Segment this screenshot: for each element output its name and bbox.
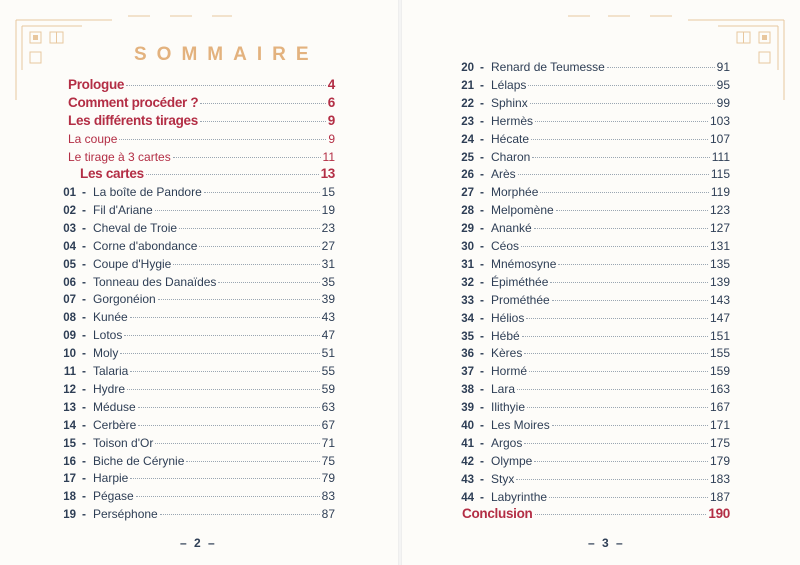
separator-dash: - bbox=[480, 292, 484, 307]
card-page-number: 163 bbox=[709, 382, 730, 397]
card-page-number: 39 bbox=[321, 292, 335, 307]
toc-card-entry bbox=[450, 78, 730, 92]
card-number: 38 bbox=[461, 384, 474, 397]
card-number: 34 bbox=[461, 312, 474, 325]
card-number: 31 bbox=[461, 258, 474, 271]
card-page-number: 75 bbox=[321, 453, 335, 468]
dot-leader bbox=[173, 157, 321, 158]
dot-leader bbox=[158, 299, 320, 300]
dot-leader bbox=[529, 371, 708, 372]
separator-dash: - bbox=[480, 328, 484, 343]
card-name: Lélaps bbox=[491, 77, 527, 92]
card-number: 27 bbox=[461, 187, 474, 200]
separator-dash: - bbox=[82, 453, 86, 468]
section-page-number: 9 bbox=[328, 132, 335, 146]
dot-leader bbox=[124, 335, 319, 336]
toc-card-entry bbox=[450, 364, 730, 378]
separator-dash: - bbox=[480, 346, 484, 361]
toc-card-entry bbox=[450, 311, 730, 325]
card-page-number: 179 bbox=[709, 453, 730, 468]
dot-leader bbox=[138, 425, 319, 426]
card-number: 04 bbox=[63, 240, 76, 253]
card-page-number: 67 bbox=[321, 417, 335, 432]
separator-dash: - bbox=[480, 221, 484, 236]
card-name: Sphinx bbox=[491, 95, 528, 110]
toc-card-entry bbox=[52, 292, 335, 306]
card-page-number: 107 bbox=[709, 131, 730, 146]
card-name: Cerbère bbox=[93, 417, 137, 432]
separator-dash: - bbox=[480, 95, 484, 110]
separator-dash: - bbox=[480, 274, 484, 289]
section-page-number: 190 bbox=[708, 506, 730, 521]
toc-card-entry bbox=[52, 471, 335, 485]
card-number: 21 bbox=[461, 79, 474, 92]
toc-card-entry bbox=[450, 132, 730, 146]
card-name: Moly bbox=[93, 346, 119, 361]
toc-section-entry bbox=[68, 77, 335, 92]
card-name: Gorgonéion bbox=[93, 292, 156, 307]
toc-section-entry bbox=[68, 113, 335, 128]
separator-dash: - bbox=[480, 400, 484, 415]
card-name: Hébé bbox=[491, 328, 520, 343]
card-page-number: 155 bbox=[709, 346, 730, 361]
section-title: Comment procéder ? bbox=[68, 95, 199, 110]
card-name: Harpie bbox=[93, 471, 129, 486]
card-name: Biche de Cérynie bbox=[93, 453, 185, 468]
card-number: 18 bbox=[63, 491, 76, 504]
separator-dash: - bbox=[82, 417, 86, 432]
toc-card-entry bbox=[450, 203, 730, 217]
card-name: Les Moires bbox=[491, 418, 550, 432]
toc-card-entry bbox=[450, 472, 730, 486]
card-number: 32 bbox=[461, 276, 474, 289]
dot-leader bbox=[535, 514, 707, 515]
dot-leader bbox=[138, 407, 320, 408]
separator-dash: - bbox=[480, 435, 484, 450]
separator-dash: - bbox=[82, 471, 86, 486]
section-page-number: 6 bbox=[327, 95, 335, 110]
card-name: Labyrinthe bbox=[491, 489, 548, 504]
separator-dash: - bbox=[82, 381, 86, 396]
card-page-number: 167 bbox=[709, 400, 730, 415]
toc-card-entry bbox=[450, 436, 730, 450]
card-name: Hormé bbox=[491, 364, 528, 379]
dot-leader bbox=[552, 300, 708, 301]
card-number: 19 bbox=[63, 509, 76, 522]
dot-leader bbox=[521, 246, 708, 247]
toc-card-entry bbox=[52, 185, 335, 199]
card-name: Kères bbox=[491, 346, 523, 361]
toc-section-entry bbox=[80, 166, 335, 181]
card-name: Ilithyie bbox=[491, 400, 526, 415]
card-number: 30 bbox=[461, 241, 474, 253]
dot-leader bbox=[531, 139, 708, 140]
card-name: Argos bbox=[491, 435, 523, 450]
card-name: Toison d'Or bbox=[93, 435, 154, 450]
section-page-number: 9 bbox=[327, 113, 335, 128]
card-number: 15 bbox=[63, 437, 76, 450]
separator-dash: - bbox=[82, 185, 86, 199]
toc-card-entry bbox=[52, 382, 335, 396]
card-page-number: 183 bbox=[709, 471, 730, 486]
dot-leader bbox=[607, 67, 715, 68]
toc-card-entry bbox=[52, 257, 335, 271]
dot-leader bbox=[549, 497, 708, 498]
separator-dash: - bbox=[82, 202, 86, 217]
separator-dash: - bbox=[82, 489, 86, 504]
dot-leader bbox=[173, 264, 319, 265]
card-name: Renard de Teumesse bbox=[491, 60, 605, 74]
card-number: 25 bbox=[461, 151, 474, 164]
separator-dash: - bbox=[480, 239, 484, 253]
card-name: Talaria bbox=[93, 364, 129, 378]
card-page-number: 175 bbox=[709, 435, 730, 450]
card-page-number: 43 bbox=[321, 310, 335, 325]
toc-card-entry bbox=[52, 275, 335, 289]
toc-card-entry bbox=[52, 346, 335, 360]
dot-leader bbox=[526, 318, 708, 319]
toc-card-entry bbox=[450, 490, 730, 504]
card-page-number: 103 bbox=[709, 113, 730, 128]
toc-card-entry bbox=[52, 489, 335, 503]
toc-card-entry bbox=[52, 454, 335, 468]
toc-card-entry bbox=[450, 400, 730, 414]
toc-section-entry bbox=[68, 95, 335, 110]
separator-dash: - bbox=[82, 364, 86, 378]
card-number: 41 bbox=[461, 437, 474, 450]
card-name: La boîte de Pandore bbox=[93, 185, 202, 199]
card-number: 08 bbox=[63, 312, 76, 325]
card-name: Arès bbox=[491, 167, 516, 182]
card-name: Ananké bbox=[491, 221, 532, 236]
card-page-number: 143 bbox=[709, 292, 730, 307]
toc-card-entry bbox=[450, 167, 730, 181]
toc-card-entry bbox=[52, 221, 335, 235]
toc-section-entry bbox=[68, 150, 335, 164]
card-page-number: 23 bbox=[321, 220, 335, 235]
dot-leader bbox=[130, 371, 319, 372]
dot-leader bbox=[534, 461, 708, 462]
card-page-number: 35 bbox=[321, 274, 335, 289]
card-page-number: 83 bbox=[321, 489, 335, 504]
toc-card-entry bbox=[52, 507, 335, 521]
toc-card-entry bbox=[52, 364, 335, 378]
separator-dash: - bbox=[480, 256, 484, 271]
card-page-number: 79 bbox=[321, 471, 335, 486]
toc-card-entry bbox=[450, 275, 730, 289]
card-name: Coupe d'Hygie bbox=[93, 256, 172, 271]
card-name: Kunée bbox=[93, 310, 128, 325]
card-name: Pégase bbox=[93, 489, 134, 504]
dot-leader bbox=[160, 514, 320, 515]
dot-leader bbox=[517, 389, 708, 390]
separator-dash: - bbox=[82, 274, 86, 289]
toc-card-entry bbox=[450, 454, 730, 468]
card-name: Épiméthée bbox=[491, 274, 549, 289]
dot-leader bbox=[524, 443, 708, 444]
section-title: Les cartes bbox=[80, 166, 144, 181]
toc-card-entry bbox=[450, 346, 730, 360]
toc-card-entry bbox=[450, 60, 730, 74]
dot-leader bbox=[146, 174, 319, 175]
card-name: Olympe bbox=[491, 453, 533, 468]
dot-leader bbox=[528, 85, 714, 86]
card-page-number: 171 bbox=[709, 418, 730, 432]
toc-title: SOMMAIRE bbox=[134, 44, 319, 65]
dot-leader bbox=[552, 425, 708, 426]
card-name: Hermès bbox=[491, 113, 534, 128]
card-number: 11 bbox=[63, 366, 76, 378]
separator-dash: - bbox=[82, 507, 86, 522]
toc-card-entry bbox=[450, 185, 730, 199]
right-page bbox=[400, 0, 800, 565]
card-number: 17 bbox=[63, 473, 76, 486]
card-number: 05 bbox=[63, 258, 76, 271]
card-name: Styx bbox=[491, 471, 515, 486]
dot-leader bbox=[186, 461, 319, 462]
toc-card-entry bbox=[52, 328, 335, 342]
toc-card-entry bbox=[52, 203, 335, 217]
separator-dash: - bbox=[480, 185, 484, 200]
toc-card-entry bbox=[450, 239, 730, 253]
card-number: 13 bbox=[63, 401, 76, 414]
separator-dash: - bbox=[82, 310, 86, 325]
card-page-number: 127 bbox=[709, 221, 730, 236]
separator-dash: - bbox=[82, 220, 86, 235]
card-page-number: 15 bbox=[321, 185, 335, 199]
card-number: 44 bbox=[461, 491, 474, 504]
toc-card-entry bbox=[52, 310, 335, 324]
card-number: 20 bbox=[461, 62, 474, 74]
card-page-number: 91 bbox=[716, 60, 730, 74]
card-page-number: 95 bbox=[716, 77, 730, 92]
dot-leader bbox=[540, 192, 708, 193]
separator-dash: - bbox=[480, 418, 484, 432]
card-name: Fil d'Ariane bbox=[93, 202, 153, 217]
card-name: Perséphone bbox=[93, 507, 158, 522]
toc-card-entry bbox=[450, 329, 730, 343]
card-number: 43 bbox=[461, 473, 474, 486]
dot-leader bbox=[126, 85, 326, 86]
card-number: 12 bbox=[63, 383, 76, 396]
dot-leader bbox=[127, 389, 320, 390]
card-number: 28 bbox=[461, 205, 474, 218]
card-number: 09 bbox=[63, 330, 76, 343]
separator-dash: - bbox=[480, 382, 484, 397]
card-page-number: 151 bbox=[709, 328, 730, 343]
separator-dash: - bbox=[480, 167, 484, 182]
section-title: Les différents tirages bbox=[68, 113, 198, 128]
card-name: Prométhée bbox=[491, 292, 550, 307]
toc-section-entry bbox=[68, 132, 335, 146]
dot-leader bbox=[204, 192, 320, 193]
card-page-number: 147 bbox=[709, 310, 730, 325]
card-page-number: 71 bbox=[321, 435, 335, 450]
dot-leader bbox=[218, 282, 319, 283]
toc-card-entry bbox=[450, 257, 730, 271]
dot-leader bbox=[534, 228, 708, 229]
toc-card-entry bbox=[450, 150, 730, 164]
toc-card-entry bbox=[52, 436, 335, 450]
separator-dash: - bbox=[82, 346, 86, 361]
dot-leader bbox=[200, 103, 325, 104]
card-page-number: 135 bbox=[709, 256, 730, 271]
card-page-number: 99 bbox=[716, 95, 730, 110]
toc-card-entry bbox=[450, 96, 730, 110]
card-page-number: 59 bbox=[321, 381, 335, 396]
section-page-number: 4 bbox=[327, 77, 335, 92]
dot-leader bbox=[179, 228, 320, 229]
card-page-number: 63 bbox=[321, 399, 335, 414]
card-number: 03 bbox=[63, 222, 76, 235]
card-page-number: 27 bbox=[321, 238, 335, 253]
dot-leader bbox=[518, 174, 709, 175]
dot-leader bbox=[200, 121, 326, 122]
toc-card-entry bbox=[450, 221, 730, 235]
card-page-number: 47 bbox=[321, 328, 335, 343]
card-page-number: 119 bbox=[710, 185, 730, 200]
card-page-number: 187 bbox=[709, 489, 730, 504]
separator-dash: - bbox=[82, 435, 86, 450]
card-number: 02 bbox=[63, 204, 76, 217]
dot-leader bbox=[199, 246, 319, 247]
section-page-number: 13 bbox=[320, 166, 335, 181]
separator-dash: - bbox=[480, 203, 484, 218]
toc-card-entry bbox=[52, 239, 335, 253]
card-number: 35 bbox=[461, 330, 474, 343]
card-number: 33 bbox=[461, 294, 474, 307]
separator-dash: - bbox=[82, 399, 86, 414]
dot-leader bbox=[522, 336, 708, 337]
card-number: 36 bbox=[461, 348, 474, 361]
card-number: 39 bbox=[461, 402, 474, 415]
dot-leader bbox=[130, 478, 319, 479]
separator-dash: - bbox=[480, 131, 484, 146]
card-page-number: 115 bbox=[710, 167, 730, 182]
card-number: 40 bbox=[461, 420, 474, 432]
card-page-number: 131 bbox=[709, 239, 730, 253]
card-number: 06 bbox=[63, 276, 76, 289]
dot-leader bbox=[120, 353, 319, 354]
card-name: Lara bbox=[491, 382, 516, 397]
card-number: 14 bbox=[63, 419, 76, 432]
dot-leader bbox=[535, 121, 708, 122]
page-number-left: – 2 – bbox=[180, 536, 217, 550]
separator-dash: - bbox=[480, 364, 484, 379]
dot-leader bbox=[155, 443, 319, 444]
dot-leader bbox=[550, 282, 708, 283]
dot-leader bbox=[527, 407, 708, 408]
dot-leader bbox=[516, 479, 708, 480]
toc-card-entry bbox=[450, 382, 730, 396]
dot-leader bbox=[558, 264, 708, 265]
separator-dash: - bbox=[480, 471, 484, 486]
toc-card-entry bbox=[450, 293, 730, 307]
dot-leader bbox=[532, 157, 709, 158]
card-page-number: 19 bbox=[321, 202, 335, 217]
card-name: Melpomène bbox=[491, 203, 554, 218]
card-number: 37 bbox=[461, 366, 474, 379]
card-page-number: 123 bbox=[709, 203, 730, 218]
card-number: 07 bbox=[63, 294, 76, 307]
card-name: Cheval de Troie bbox=[93, 220, 178, 235]
card-name: Tonneau des Danaïdes bbox=[93, 274, 217, 289]
section-title: La coupe bbox=[68, 132, 118, 146]
card-name: Mnémosyne bbox=[491, 256, 557, 271]
card-number: 26 bbox=[461, 169, 474, 182]
separator-dash: - bbox=[82, 256, 86, 271]
section-page-number: 11 bbox=[322, 150, 335, 164]
card-name: Méduse bbox=[93, 399, 136, 414]
card-name: Charon bbox=[491, 149, 531, 164]
card-name: Céos bbox=[491, 239, 520, 253]
card-page-number: 139 bbox=[709, 274, 730, 289]
card-name: Lotos bbox=[93, 328, 123, 343]
toc-card-entry bbox=[450, 114, 730, 128]
toc-card-entry bbox=[52, 418, 335, 432]
separator-dash: - bbox=[480, 489, 484, 504]
dot-leader bbox=[524, 353, 708, 354]
page-number-right: – 3 – bbox=[588, 536, 625, 550]
card-number: 10 bbox=[63, 348, 76, 361]
card-name: Hécate bbox=[491, 131, 530, 146]
toc-section-entry bbox=[462, 506, 730, 521]
card-number: 01 bbox=[63, 187, 76, 199]
dot-leader bbox=[136, 496, 320, 497]
separator-dash: - bbox=[82, 328, 86, 343]
separator-dash: - bbox=[480, 453, 484, 468]
card-number: 22 bbox=[461, 97, 474, 110]
card-page-number: 87 bbox=[321, 507, 335, 522]
separator-dash: - bbox=[480, 149, 484, 164]
card-name: Corne d'abondance bbox=[93, 238, 198, 253]
separator-dash: - bbox=[480, 77, 484, 92]
dot-leader bbox=[130, 317, 320, 318]
section-title: Conclusion bbox=[462, 506, 533, 521]
card-name: Hélios bbox=[491, 310, 525, 325]
card-page-number: 31 bbox=[321, 256, 335, 271]
toc-card-entry bbox=[450, 418, 730, 432]
dot-leader bbox=[530, 103, 715, 104]
card-page-number: 55 bbox=[321, 364, 335, 378]
dot-leader bbox=[155, 210, 320, 211]
separator-dash: - bbox=[480, 113, 484, 128]
card-name: Morphée bbox=[491, 185, 539, 200]
card-number: 16 bbox=[63, 455, 76, 468]
card-number: 42 bbox=[461, 455, 474, 468]
card-page-number: 111 bbox=[711, 149, 730, 164]
section-title: Prologue bbox=[68, 77, 125, 92]
card-page-number: 159 bbox=[709, 364, 730, 379]
separator-dash: - bbox=[480, 60, 484, 74]
toc-card-entry bbox=[52, 400, 335, 414]
separator-dash: - bbox=[82, 292, 86, 307]
card-number: 23 bbox=[461, 115, 474, 128]
dot-leader bbox=[556, 210, 708, 211]
separator-dash: - bbox=[480, 310, 484, 325]
section-title: Le tirage à 3 cartes bbox=[68, 150, 171, 164]
dot-leader bbox=[119, 139, 326, 140]
card-number: 24 bbox=[461, 133, 474, 146]
card-page-number: 51 bbox=[321, 346, 335, 361]
separator-dash: - bbox=[82, 238, 86, 253]
card-name: Hydre bbox=[93, 381, 126, 396]
card-number: 29 bbox=[461, 223, 474, 236]
